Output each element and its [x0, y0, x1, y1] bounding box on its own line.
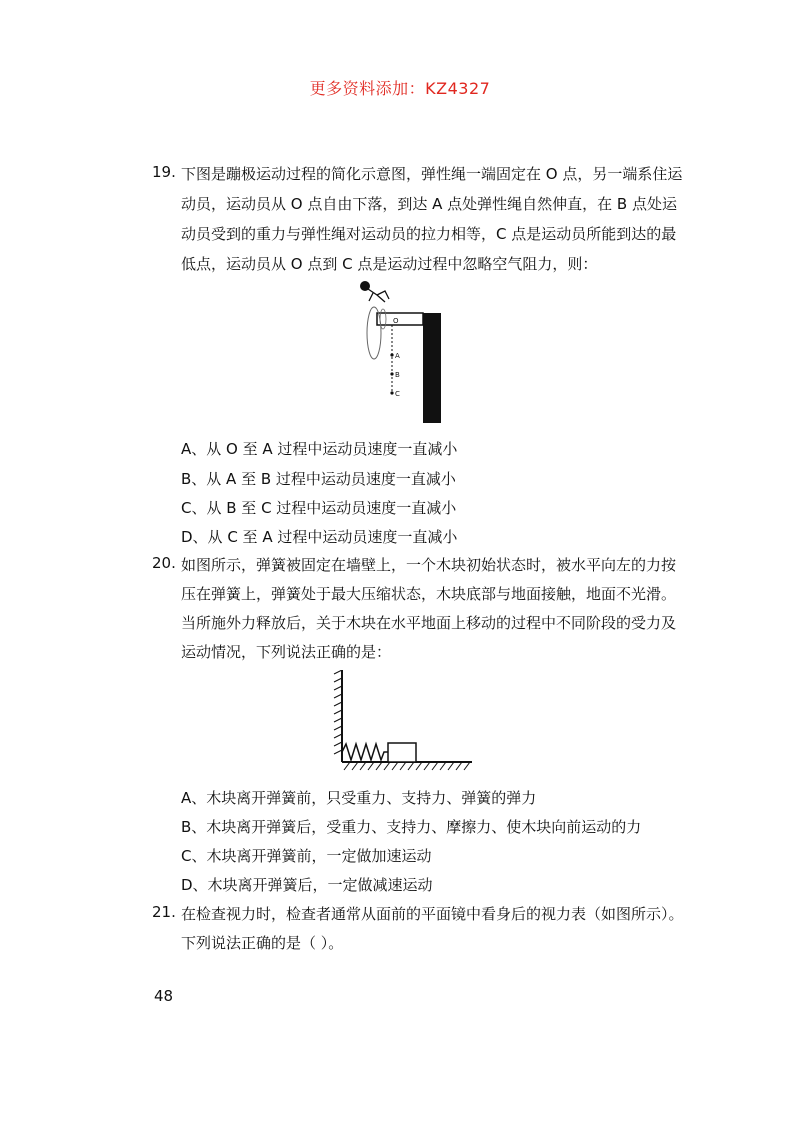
label-b: B: [395, 371, 400, 379]
label-o: O: [393, 317, 399, 325]
spring-block-figure: [326, 670, 476, 776]
question-text-line: 下图是蹦极运动过程的简化示意图，弹性绳一端固定在 O 点，另一端系住运: [181, 165, 683, 183]
spring: [342, 744, 388, 760]
question-text-line: 运动情况，下列说法正确的是：: [181, 643, 392, 661]
ground-hatch: [344, 762, 470, 770]
point-a: [390, 353, 393, 356]
point-b: [390, 372, 393, 375]
rope-loop: [367, 307, 381, 359]
option-c: C、从 B 至 C 过程中运动员速度一直减小: [181, 499, 457, 517]
jumper-body: [368, 289, 389, 302]
point-c: [390, 391, 393, 394]
question-text-line: 压在弹簧上，弹簧处于最大压缩状态，木块底部与地面接触，地面不光滑。: [181, 585, 677, 603]
page-number: 48: [154, 987, 174, 1005]
label-a: A: [395, 352, 400, 360]
question-text-line: 在检查视力时，检查者通常从面前的平面镜中看身后的视力表（如图所示）。: [181, 905, 684, 923]
option-a: A、从 O 至 A 过程中运动员速度一直减小: [181, 440, 458, 458]
option-d: D、从 C 至 A 过程中运动员速度一直减小: [181, 528, 458, 546]
option-d: D、木块离开弹簧后，一定做减速运动: [181, 876, 433, 894]
label-c: C: [395, 390, 400, 398]
promo-header: 更多资料添加：KZ4327: [309, 79, 491, 98]
question-text-line: 动员，运动员从 O 点自由下落，到达 A 点处弹性绳自然伸直，在 B 点处运: [181, 195, 677, 213]
option-c: C、木块离开弹簧前，一定做加速运动: [181, 847, 432, 865]
question-text-line: 当所施外力释放后，关于木块在水平地面上移动的过程中不同阶段的受力及: [181, 614, 677, 632]
option-a: A、木块离开弹簧前，只受重力、支持力、弹簧的弹力: [181, 789, 537, 807]
question-text-line: 低点，运动员从 O 点到 C 点是运动过程中忽略空气阻力，则：: [181, 255, 598, 273]
option-b: B、从 A 至 B 过程中运动员速度一直减小: [181, 470, 456, 488]
question-text-line: 动员受到的重力与弹性绳对运动员的拉力相等，C 点是运动员所能到达的最: [181, 225, 677, 243]
wall-hatch: [334, 670, 342, 754]
question-number: 19.: [152, 163, 176, 181]
bungee-figure: [355, 275, 455, 427]
option-b: B、木块离开弹簧后，受重力、支持力、摩擦力、使木块向前运动的力: [181, 818, 642, 836]
platform: [377, 313, 423, 325]
wood-block: [388, 743, 416, 762]
question-number: 21.: [152, 903, 176, 921]
wall: [423, 313, 441, 423]
question-number: 20.: [152, 554, 176, 572]
question-text-line: 下列说法正确的是（ ）。: [181, 934, 344, 952]
question-text-line: 如图所示，弹簧被固定在墙壁上，一个木块初始状态时，被水平向左的力按: [181, 556, 677, 574]
